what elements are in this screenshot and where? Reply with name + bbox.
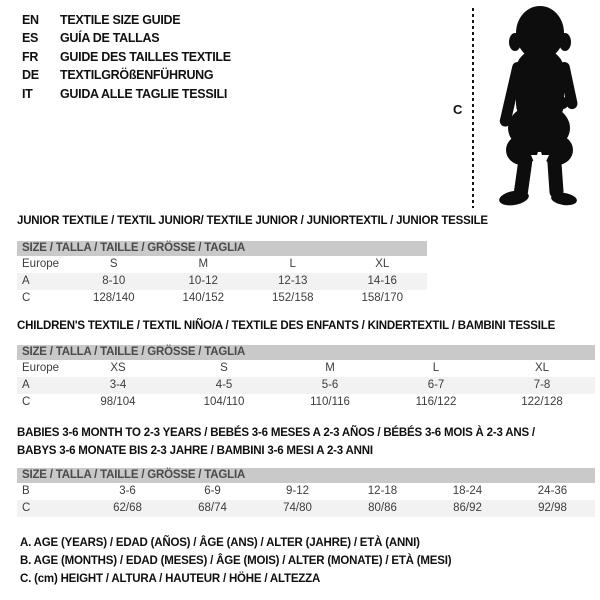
size-header-bar: SIZE / TALLA / TAILLE / GRÖSSE / TAGLIA: [17, 345, 595, 360]
language-row: [22, 11, 231, 29]
language-row: [22, 48, 231, 66]
row-label: A: [22, 275, 30, 287]
guide-title: TEXTILGRÖßENFÜHRUNG: [60, 68, 214, 83]
size-cell: 12-13: [278, 275, 308, 287]
guide-title: GUÍA DE TALLAS: [60, 31, 160, 46]
size-cell: L: [289, 258, 296, 270]
height-measure-line: [472, 8, 474, 208]
size-cell: 3-4: [109, 379, 127, 391]
size-cell: 116/122: [415, 396, 457, 408]
measure-note: B. AGE (MONTHS) / EDAD (MESES) / ÂGE (MOIS) / ALTER (MONATE) / ETÀ (MESI): [20, 555, 452, 567]
size-cell: 4-5: [215, 379, 233, 391]
language-code: IT: [22, 86, 33, 101]
size-cell: 158/170: [361, 292, 404, 304]
size-cell: XS: [110, 362, 126, 374]
size-cell: 110/116: [310, 396, 350, 408]
table-row: [17, 273, 427, 290]
size-cell: 8-10: [102, 275, 126, 287]
size-cell: 62/68: [113, 502, 142, 514]
row-label: Europe: [22, 362, 60, 374]
size-cell: 10-12: [188, 275, 218, 287]
language-code: DE: [22, 68, 39, 83]
row-label: Europe: [22, 258, 60, 270]
table-row: [17, 290, 427, 307]
size-cell: 5-6: [321, 379, 339, 391]
table-title: JUNIOR TEXTILE / TEXTIL JUNIOR/ TEXTILE JUNIOR / JUNIORTEXTIL / JUNIOR TESSILE: [17, 215, 488, 227]
children-textile-table: [17, 319, 595, 411]
size-cell: 128/140: [92, 292, 135, 304]
measure-notes: [20, 534, 451, 588]
language-header: [22, 11, 231, 103]
size-cell: S: [109, 258, 118, 270]
row-label: C: [22, 396, 31, 408]
table-row: [17, 483, 595, 500]
size-cell: 6-7: [427, 379, 445, 391]
guide-title: TEXTILE SIZE GUIDE: [60, 13, 181, 27]
size-cell: 3-6: [119, 485, 136, 497]
size-cell: 152/158: [271, 292, 314, 304]
size-cell: M: [325, 362, 335, 374]
size-cell: S: [220, 362, 228, 374]
language-code: ES: [22, 31, 39, 46]
size-cell: M: [198, 258, 209, 270]
size-cell: 68/74: [198, 502, 227, 514]
language-code: FR: [22, 49, 39, 64]
measure-note: C. (cm) HEIGHT / ALTURA / HAUTEUR / HÖHE / ALTEZZA: [20, 573, 321, 585]
baby-silhouette-icon: [484, 4, 599, 209]
size-cell: L: [432, 362, 440, 374]
size-cell: 12-18: [367, 485, 398, 497]
table-row: [17, 377, 595, 394]
baby-height-figure: [450, 4, 600, 214]
size-cell: 86/92: [453, 502, 482, 514]
table-row: [17, 256, 427, 273]
row-label: A: [22, 379, 30, 391]
size-cell: 104/110: [203, 396, 245, 408]
language-code: EN: [22, 13, 39, 27]
table-row: [17, 394, 595, 411]
row-label: C: [22, 292, 31, 304]
language-row: [22, 66, 231, 84]
size-cell: 7-8: [533, 379, 551, 391]
height-measure-label: C: [453, 102, 463, 117]
size-header-bar: SIZE / TALLA / TAILLE / GRÖSSE / TAGLIA: [17, 241, 427, 256]
size-header-bar: SIZE / TALLA / TAILLE / GRÖSSE / TAGLIA: [17, 468, 595, 483]
guide-title: GUIDA ALLE TAGLIE TESSILI: [60, 86, 228, 101]
row-label: B: [22, 485, 30, 497]
size-cell: 14-16: [367, 275, 397, 287]
language-row: [22, 85, 231, 103]
table-title: BABIES 3-6 MONTH TO 2-3 YEARS / BEBÉS 3-6 MESES A 2-3 AÑOS / BÉBÉS 3-6 MOIS À 2-3 ANS /: [17, 427, 535, 439]
row-label: C: [22, 502, 31, 514]
table-row: [17, 360, 595, 377]
size-cell: 98/104: [100, 396, 136, 408]
size-cell: 122/128: [521, 396, 563, 408]
guide-title: GUIDE DES TAILLES TEXTILE: [60, 49, 231, 64]
measure-note: A. AGE (YEARS) / EDAD (AÑOS) / ÂGE (ANS) / ALTER (JAHRE) / ETÀ (ANNI): [20, 537, 420, 549]
size-cell: 6-9: [204, 485, 221, 497]
size-cell: 18-24: [452, 485, 483, 497]
size-cell: 80/86: [368, 502, 397, 514]
size-cell: 74/80: [283, 502, 312, 514]
size-cell: 24-36: [537, 485, 568, 497]
size-cell: 92/98: [538, 502, 567, 514]
table-row: [17, 500, 595, 517]
language-row: [22, 29, 231, 47]
size-cell: XL: [534, 362, 550, 374]
table-title: BABYS 3-6 MONATE BIS 2-3 JAHRE / BAMBINI 3-6 MESI A 2-3 ANNI: [17, 445, 373, 457]
size-cell: 140/152: [182, 292, 225, 304]
junior-textile-table: [17, 214, 488, 307]
size-cell: 9-12: [285, 485, 310, 497]
table-title: CHILDREN'S TEXTILE / TEXTIL NIÑO/A / TEXTILE DES ENFANTS / KINDERTEXTIL / BAMBINI TESSILE: [17, 320, 556, 332]
babies-textile-table: [17, 424, 595, 517]
size-cell: XL: [375, 258, 390, 270]
